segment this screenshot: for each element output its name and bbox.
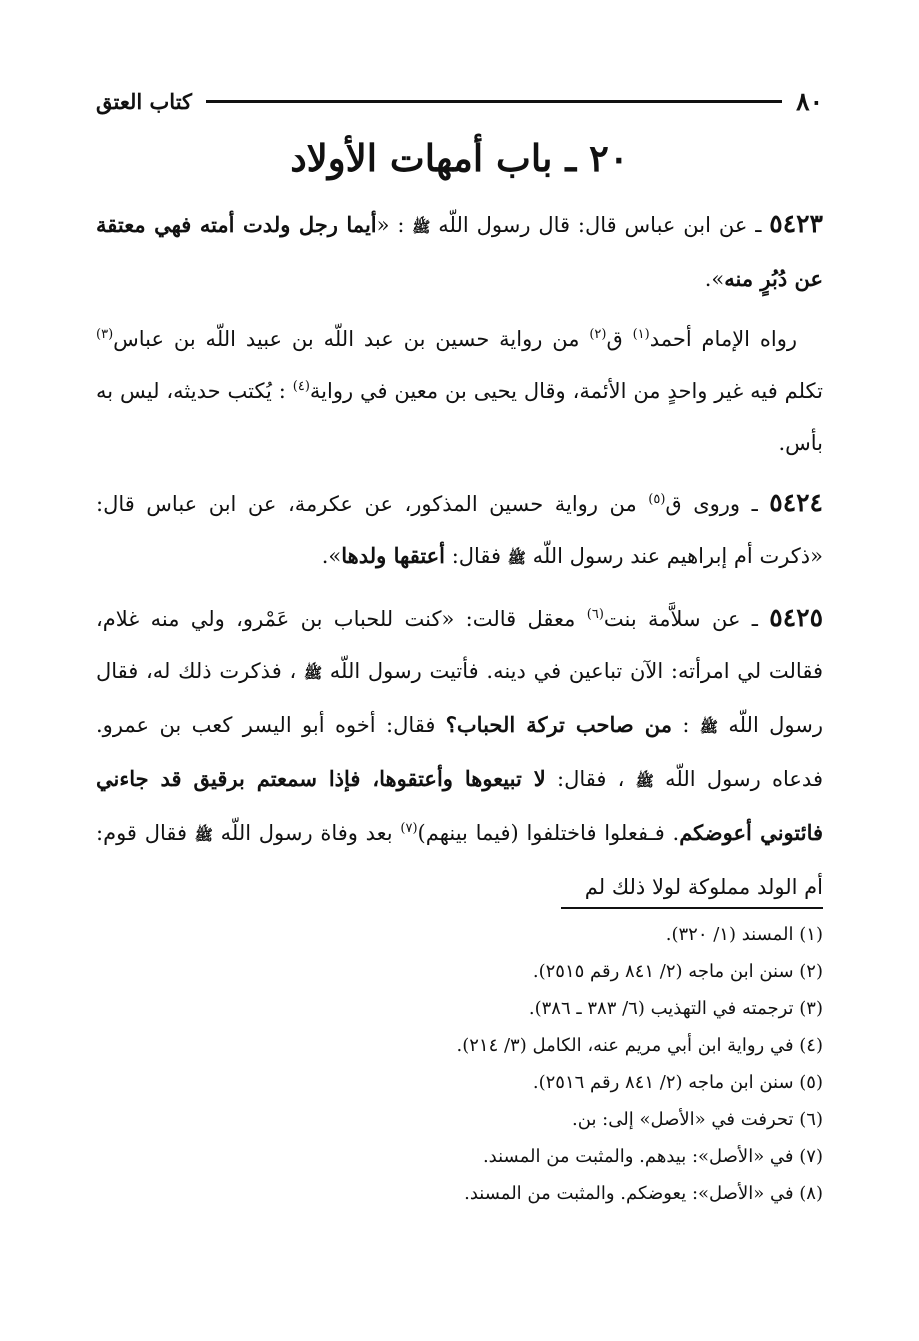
text-span: ق — [606, 327, 633, 351]
footnote-ref: (٣) — [96, 327, 114, 342]
text-span: تكلم فيه غير واحدٍ من الأئمة، وقال يحيى بن معين في رواية — [309, 379, 823, 403]
footnote-separator — [561, 907, 823, 909]
footnotes — [96, 916, 823, 1212]
prophetic-quote: أيما رجل ولدت أمته فهي معتقة عن دُبُرٍ منه — [96, 212, 823, 291]
hadith-paragraph-5425 — [96, 592, 823, 913]
chapter-title: ٢٠ ـ باب أمهات الأولاد — [290, 136, 629, 180]
footnote-item: (٢) سنن ابن ماجه (٢/ ٨٤١ رقم ٢٥١٥). — [532, 961, 823, 982]
text-span: بعد وفاة رسول اللّه — [212, 821, 401, 845]
text-span: من رواية حسين بن عبد اللّه بن عبيد اللّه بن عباس — [113, 327, 590, 351]
text-span: ـ عن ابن عباس قال: قال رسول اللّه — [430, 213, 770, 237]
footnote-item: (١) المسند (١/ ٣٢٠). — [665, 924, 823, 945]
text-span: ، فقال: — [545, 767, 636, 791]
footnote-ref: (٧) — [400, 821, 418, 836]
prophetic-quote: لا تبيعوها وأعتقوها، فإذا سمعتم برقيق قد جاءني فائتوني أعوضكم — [96, 766, 824, 845]
text-span: ـ وروى ق — [665, 492, 770, 516]
text-span: رواه الإمام أحمد — [649, 327, 797, 351]
text-span: فقال: أخوه أبو اليسر كعب بن عمرو. فدعاه رسول اللّه — [96, 713, 823, 791]
footnote-item: (٦) تحرفت في «الأصل» إلى: بن. — [572, 1109, 823, 1130]
running-title: كتاب العتق — [96, 88, 193, 114]
footnote-item: (٨) في «الأصل»: يعوضكم. والمثبت من المسند. — [464, 1183, 823, 1204]
footnote-ref: (٤) — [292, 379, 310, 394]
hadith-number: ٥٤٢٤ — [769, 488, 823, 517]
footnote-ref: (١) — [632, 327, 650, 342]
hadith-number: ٥٤٢٥ — [769, 603, 824, 632]
text-span: : — [672, 713, 700, 737]
hadith-paragraph-5424 — [96, 477, 823, 584]
footnote-ref: (٦) — [586, 607, 604, 622]
prophetic-quote: أعتقها ولدها — [341, 543, 446, 568]
text-span: : « — [376, 213, 413, 237]
text-span: ». — [704, 267, 725, 291]
text-span: معقل قالت: «كنت للحباب بن عَمْرو، ولي منه غلام، فقالت لي امرأته: الآن تباعين في دينه. فأتيت رسول اللّه — [96, 607, 823, 683]
text-span: ». — [321, 544, 342, 568]
prophetic-quote: من صاحب تركة الحباب؟ — [445, 712, 672, 737]
pbuh-glyph: ﷺ — [303, 664, 323, 682]
commentary-paragraph — [96, 313, 823, 469]
pbuh-glyph: ﷺ — [194, 826, 213, 844]
text-span: . فـفعلوا فاختلفوا (فيما بينهم) — [417, 821, 680, 845]
footnote-item: (٥) سنن ابن ماجه (٢/ ٨٤١ رقم ٢٥١٦). — [532, 1072, 823, 1093]
page-number: ٨٠ — [796, 86, 823, 116]
text-span: فقال: — [445, 544, 508, 568]
text-span: من رواية حسين المذكور، عن عكرمة، عن ابن عباس قال: «ذكرت أم إبراهيم عند رسول اللّه — [96, 492, 823, 568]
footnote-ref: (٥) — [648, 492, 666, 507]
footnote-item: (٧) في «الأصل»: بيدهم. والمثبت من المسند. — [482, 1146, 823, 1167]
pbuh-glyph: ﷺ — [635, 772, 654, 790]
text-span: فقال قوم: أم الولد مملوكة لولا ذلك لم — [96, 821, 823, 899]
footnote-item: (٣) ترجمته في التهذيب (٦/ ٣٨٣ ـ ٣٨٦). — [528, 998, 823, 1019]
footnote-ref: (٢) — [589, 327, 607, 342]
header-rule — [206, 100, 782, 103]
hadith-paragraph-5423 — [96, 198, 823, 305]
pbuh-glyph: ﷺ — [507, 549, 526, 567]
page-header — [96, 84, 823, 118]
footnote-item: (٤) في رواية ابن أبي مريم عنه، الكامل (٣/ ٢١٤). — [456, 1035, 823, 1056]
text-span: ، فذكرت ذلك له، فقال رسول اللّه — [96, 659, 823, 737]
main-text — [96, 198, 823, 921]
pbuh-glyph: ﷺ — [699, 718, 718, 736]
hadith-number: ٥٤٢٣ — [769, 209, 823, 238]
text-span: ـ عن سلاَّمة بنت — [603, 607, 770, 631]
pbuh-glyph: ﷺ — [412, 218, 431, 236]
text-span: : يُكتب حديثه، ليس به بأس. — [96, 379, 823, 455]
